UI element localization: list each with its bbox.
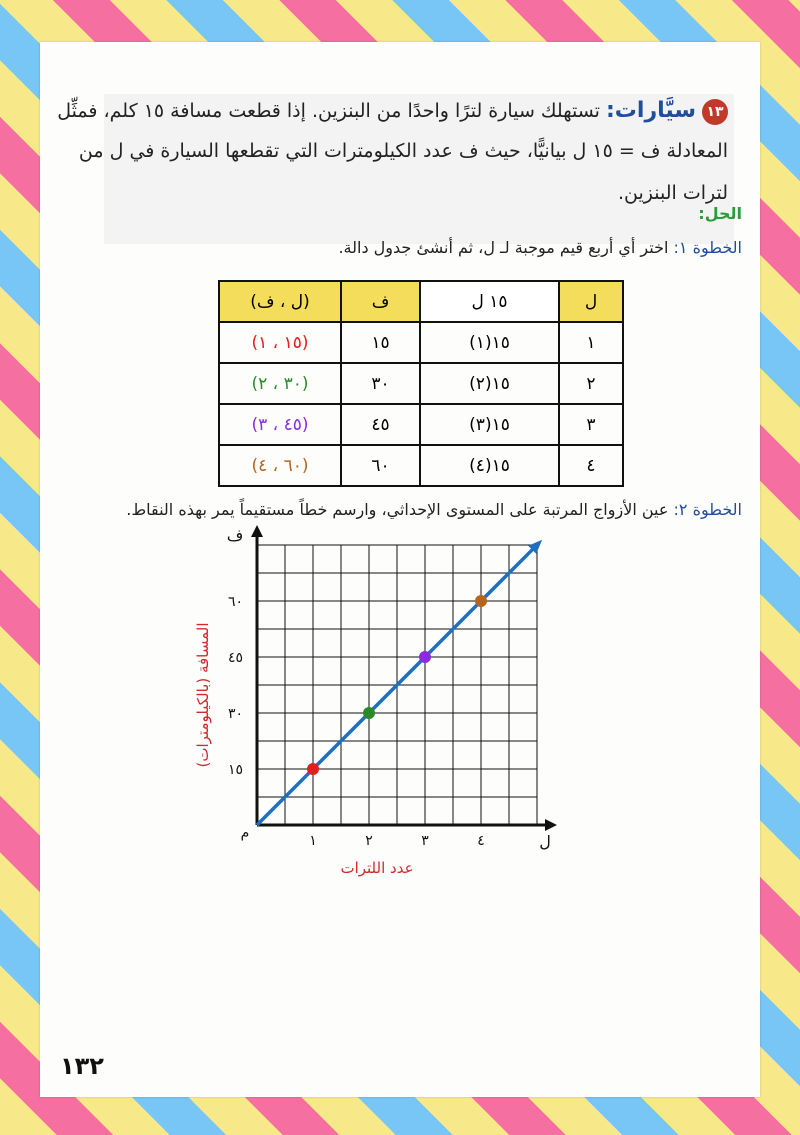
cell-15l: ١٥(٤) — [420, 445, 559, 486]
data-point — [475, 595, 487, 607]
step-2-label: الخطوة ٢: — [673, 500, 742, 519]
cell-pair: (٦٠ ، ٤) — [219, 445, 341, 486]
table-row — [219, 404, 623, 445]
problem-text-1: تستهلك سيارة لترًا واحدًا من البنزين. إذا قطعت مسافة ١٥ كلم، فمثِّل — [57, 100, 600, 122]
table-header-row — [219, 281, 623, 322]
problem-box — [57, 94, 734, 244]
y-tick-label: ٦٠ — [227, 594, 243, 610]
header-l: ل — [559, 281, 623, 322]
step-1-label: الخطوة ١: — [673, 238, 742, 257]
step-2 — [126, 500, 742, 519]
cell-15l: ١٥(٣) — [420, 404, 559, 445]
problem-line-2: المعادلة ف = ١٥ ل بيانيًّا، حيث ف عدد الكيلومترات التي تقطعها السيارة في ل من — [78, 140, 728, 162]
data-point — [419, 651, 431, 663]
cell-pair: (٣٠ ، ٢) — [219, 363, 341, 404]
x-axis-title: عدد اللترات — [340, 859, 414, 877]
cell-f: ٣٠ — [341, 363, 420, 404]
cell-pair: (١٥ ، ١) — [219, 322, 341, 363]
problem-number-badge: ١٣ — [702, 99, 728, 125]
step-1 — [338, 238, 742, 257]
header-pair: (ل ، ف) — [219, 281, 341, 322]
page-sheet — [40, 42, 760, 1097]
coordinate-graph — [190, 526, 610, 892]
function-table — [218, 280, 624, 487]
step-1-text: اختر أي أربع قيم موجبة لـ ل، ثم أنشئ جدول دالة. — [338, 238, 669, 257]
x-axis-arrow — [545, 819, 557, 831]
cell-15l: ١٥(١) — [420, 322, 559, 363]
cell-l: ٤ — [559, 445, 623, 486]
step-2-text: عين الأزواج المرتبة على المستوى الإحداثي، وارسم خطاً مستقيماً يمر بهذه النقاط. — [126, 500, 669, 519]
origin-label: م — [240, 825, 250, 841]
table-row — [219, 322, 623, 363]
data-point — [363, 707, 375, 719]
problem-line-1 — [57, 98, 728, 125]
table-row — [219, 445, 623, 486]
cell-l: ٢ — [559, 363, 623, 404]
y-tick-label: ٤٥ — [227, 650, 243, 666]
series-line — [257, 548, 534, 825]
header-f: ف — [341, 281, 420, 322]
x-tick-label: ٤ — [477, 833, 485, 849]
y-tick-label: ٣٠ — [227, 706, 243, 722]
table-row — [219, 363, 623, 404]
cell-l: ١ — [559, 322, 623, 363]
problem-topic: سيَّارات: — [606, 98, 696, 123]
x-axis-letter: ل — [539, 832, 551, 851]
data-point — [307, 763, 319, 775]
x-tick-label: ٣ — [421, 833, 429, 849]
solution-title: الحل: — [698, 204, 742, 223]
cell-15l: ١٥(٢) — [420, 363, 559, 404]
cell-f: ٦٠ — [341, 445, 420, 486]
problem-line-3: لترات البنزين. — [617, 182, 728, 204]
cell-pair: (٤٥ ، ٣) — [219, 404, 341, 445]
cell-f: ١٥ — [341, 322, 420, 363]
y-axis-letter: ف — [226, 526, 244, 545]
y-axis-arrow — [251, 525, 263, 537]
y-tick-label: ١٥ — [227, 762, 243, 778]
page-number: ١٣٢ — [60, 1052, 104, 1080]
cell-l: ٣ — [559, 404, 623, 445]
x-tick-label: ١ — [309, 833, 317, 849]
y-axis-title: المسافة (بالكيلومترات) — [194, 622, 212, 768]
header-15l: ١٥ ل — [420, 281, 559, 322]
x-tick-label: ٢ — [365, 833, 373, 849]
cell-f: ٤٥ — [341, 404, 420, 445]
